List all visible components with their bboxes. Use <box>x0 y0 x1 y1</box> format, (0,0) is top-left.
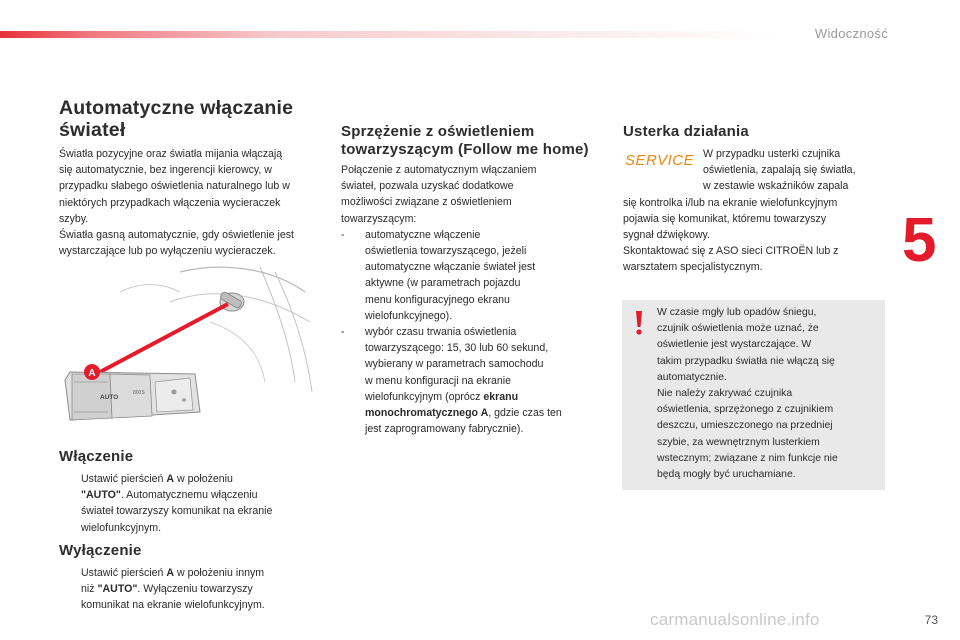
text-line: szyby. <box>59 212 89 225</box>
stalk-symbol-label: 800S <box>133 390 145 396</box>
text-line: automatycznie. <box>657 371 727 383</box>
text-line: automatyczne włączanie świateł jest <box>365 261 536 274</box>
text-line: towarzyszącym: <box>341 212 417 225</box>
text-line: sygnał dźwiękowy. <box>623 229 710 241</box>
text-line: warsztatem specjalistycznym. <box>623 261 763 274</box>
text-line: deszczu, umieszczonego na przedniej <box>657 420 833 432</box>
malfunction-text <box>623 195 888 276</box>
text-line: automatyczne włączenie <box>365 228 481 241</box>
watermark: carmanualsonline.info <box>650 610 820 629</box>
text-line: Skontaktować się z ASO sieci CITROËN lub z <box>623 245 839 258</box>
text-line: Nie należy zakrywać czujnika <box>657 388 793 400</box>
follow-me-home-item-2: - wybór czasu trwania oświetlenia towarzyszącego: 15, 30 lub 60 sekund, wybierany w parametrach samochodu w menu konfiguracji na ekranie wielofunkcyjnym (oprócz ekranu monochromatycznego A, gdzie czas ten jest zaprogramowany fabrycznie). <box>341 326 562 436</box>
auto-lights-title: Automatyczne włączanie świateł <box>59 97 294 141</box>
bullet-icon <box>59 471 81 536</box>
text-line: wybór czasu trwania oświetlenia <box>365 326 517 339</box>
warning-text <box>657 305 879 483</box>
lighting-stalk-illustration <box>60 262 318 432</box>
text-line: pojawia się komunikat, któremu towarzyszy <box>623 212 827 225</box>
section-title: Widoczność <box>814 26 888 41</box>
text-line: Połączenie z automatycznym włączaniem <box>341 164 537 176</box>
exclamation-warning-icon <box>633 310 645 336</box>
text-line: się automatycznie, bez ingerencji kierowcy, w <box>59 164 272 177</box>
service-warning-icon: SERVICE <box>625 152 695 169</box>
text-line: aktywne (w parametrach pojazdu <box>365 277 521 290</box>
header-accent-bar <box>0 31 780 38</box>
switch-on-title: Włączenie <box>59 448 134 465</box>
text-line: oświetlenia towarzyszącego, jeżeli <box>365 245 527 258</box>
follow-me-home-intro <box>341 162 611 227</box>
text-line: wstecznym; związane z nim funkcje nie <box>657 452 838 464</box>
malfunction-text-short <box>703 146 888 195</box>
text-line: menu konfiguracyjnego ekranu <box>365 293 510 306</box>
text-line: oświetlenia, zapalają się światła, <box>703 164 856 177</box>
text-line: szybie, za wewnętrznym lusterkiem <box>657 436 820 448</box>
follow-me-home-body <box>341 162 611 437</box>
page-number: 73 <box>924 613 938 627</box>
auto-position-label: AUTO <box>100 394 119 401</box>
text-line: w zestawie wskaźników zapala <box>703 180 849 193</box>
switch-off-title: Wyłączenie <box>59 542 142 559</box>
stalk-drawing <box>60 262 318 432</box>
follow-me-home-title: Sprzężenie z oświetleniem towarzyszącym (Follow me home) <box>341 123 589 158</box>
ring-a-label: A <box>88 368 96 379</box>
text-line: będą mogły być uruchamiane. <box>657 469 796 481</box>
text-line: Światła pozycyjne oraz światła mijania włączają <box>59 148 283 160</box>
text-line: wystarczające lub po wyłączeniu wycieraczek. <box>59 245 276 258</box>
follow-me-home-item-1: - automatyczne włączenie oświetlenia towarzyszącego, jeżeli automatyczne włączanie świateł jest aktywne (w parametrach pojazdu menu konfiguracyjnego ekranu wielofunkcyjnego). <box>341 227 611 324</box>
text-line: wielofunkcyjnego). <box>365 309 453 322</box>
text-line: towarzyszącego: 15, 30 lub 60 sekund, <box>365 342 549 355</box>
text-line: Światła gasną automatycznie, gdy oświetlenie jest <box>59 229 294 242</box>
text-line: W przypadku usterki czujnika <box>703 148 841 160</box>
switch-on-instructions: Ustawić pierścień A w położeniu "AUTO". Automatycznemu włączeniu świateł towarzyszy komunikat na ekranie wielofunkcyjnym. <box>59 471 321 536</box>
bullet-icon <box>59 565 81 614</box>
text-line: wybierany w parametrach samochodu <box>365 358 544 371</box>
switch-off-instructions: Ustawić pierścień A w położeniu innym niż "AUTO". Wyłączeniu towarzyszy komunikat na ekranie wielofunkcyjnym. <box>59 565 321 614</box>
chapter-number: 5 <box>902 206 937 275</box>
text-line: oświetlenia, sprzężonego z czujnikiem <box>657 404 834 416</box>
malfunction-title: Usterka działania <box>623 123 749 140</box>
text-line: W czasie mgły lub opadów śniegu, <box>657 307 817 318</box>
text-line: czujnik oświetlenia może uznać, że <box>657 323 819 335</box>
text-line: oświetlenie jest wystarczające. W <box>657 339 812 351</box>
auto-lights-intro <box>59 146 329 259</box>
text-line: się kontrolka i/lub na ekranie wielofunkcyjnym <box>623 196 838 209</box>
text-line: możliwości związane z oświetleniem <box>341 196 512 209</box>
text-line: w menu konfiguracji na ekranie <box>365 374 512 387</box>
text-line: świateł, pozwala uzyskać dodatkowe <box>341 180 514 193</box>
text-line: takim przypadku światła nie włączą się <box>657 355 835 367</box>
text-line: przypadku słabego oświetlenia naturalnego lub w <box>59 180 290 193</box>
text-line: niektórych przypadkach włączenia wycieraczek <box>59 196 281 209</box>
